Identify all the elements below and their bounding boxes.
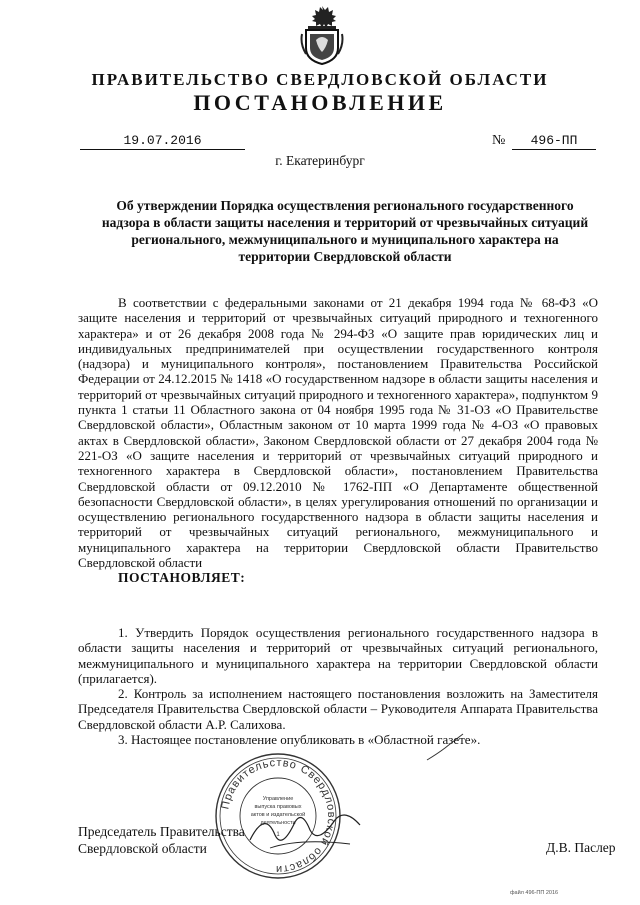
resolution-items bbox=[78, 625, 598, 747]
pen-mark-icon bbox=[425, 730, 465, 770]
document-date: 19.07.2016 bbox=[80, 133, 245, 150]
footer-note: файл 496-ПП 2016 bbox=[510, 890, 559, 896]
preamble-paragraph: В соответствии с федеральными законами от 21 декабря 1994 года № 68-ФЗ «О защите населения и территорий от чрезвычайных ситуаций природного и техногенного характера» и от 26 декабря 2008 года № 294-ФЗ «О защите прав юридических лиц и индивидуальных предпринимателей при осуществлении государственного контроля (надзора) и муниципального контроля», постановлением Правительства Российской Федерации от 24.12.2015 № 1418 «О государственном надзоре в области защиты населения и территорий от чрезвычайных ситуаций природного и техногенного характера», подпунктом 9 пункта 1 статьи 11 Областного закона от 04 ноября 1995 года № 31-ОЗ «О Правительстве Свердловской области», Областным законом от 10 марта 1999 года № 4-ОЗ «О правовых актах в Свердловской области», Законом Свердловской области от 27 декабря 2004 года № 221-ОЗ «О защите населения и территорий от чрезвычайных ситуаций природного и техногенного характера в Свердловской области», постановлением Правительства Свердловской области от 09.12.2010 № 1762-ПП «О Департаменте общественной безопасности Свердловской области», в целях урегулирования отношений по организации и осуществлению регионального государственного надзора в области защиты населения и территорий от чрезвычайных ситуаций регионального, межмуниципального и муниципального характера на территории Свердловской области Правительство Свердловской области bbox=[78, 295, 598, 571]
position-line: Председатель Правительства bbox=[78, 824, 245, 839]
stamp-ring-text: Правительство Свердловской области bbox=[219, 756, 338, 876]
signatory-name: Д.В. Паслер bbox=[546, 840, 616, 855]
signatory-position bbox=[78, 823, 245, 857]
document-type: ПОСТАНОВЛЕНИЕ bbox=[193, 90, 447, 115]
city: г. Екатеринбург bbox=[275, 153, 365, 168]
stamp-number: 1 bbox=[276, 832, 280, 838]
resolution-item: 2. Контроль за исполнением настоящего постановления возложить на Заместителя Председателя Правительства Свердловской области – Руководителя Аппарата Правительства Свердловской области А.Р. Салихова. bbox=[78, 686, 598, 732]
handwritten-signature bbox=[240, 800, 370, 860]
resolution-item: 3. Настоящее постановление опубликовать в «Областной газете». bbox=[118, 732, 481, 748]
position-line: Свердловской области bbox=[78, 841, 207, 856]
stamp-line: выпуска правовых bbox=[254, 804, 302, 810]
document-heading: Об утверждении Порядка осуществления регионального государственного надзора в области защиты населения и территорий от чрезвычайных ситуаций регионального, межмуниципального и муниципального характера на территории Свердловской области bbox=[101, 198, 589, 264]
preamble-block bbox=[78, 295, 598, 586]
stamp-line: Управление bbox=[262, 796, 294, 802]
government-title: ПРАВИТЕЛЬСТВО СВЕРДЛОВСКОЙ ОБЛАСТИ bbox=[91, 70, 549, 89]
resolution-item: 1. Утвердить Порядок осуществления регионального государственного надзора в области защиты населения и территорий от чрезвычайных ситуаций регионального, межмуниципального и муниципального характера на территории Свердловской области (прилагается). bbox=[78, 625, 598, 686]
document-number: 496-ПП bbox=[512, 133, 596, 150]
coat-of-arms-icon bbox=[300, 4, 344, 66]
number-label: № bbox=[492, 133, 506, 148]
stamp-line: актов и издательской bbox=[250, 812, 306, 818]
resolves-label: ПОСТАНОВЛЯЕТ: bbox=[118, 570, 246, 586]
stamp-line: деятельности bbox=[260, 820, 296, 826]
